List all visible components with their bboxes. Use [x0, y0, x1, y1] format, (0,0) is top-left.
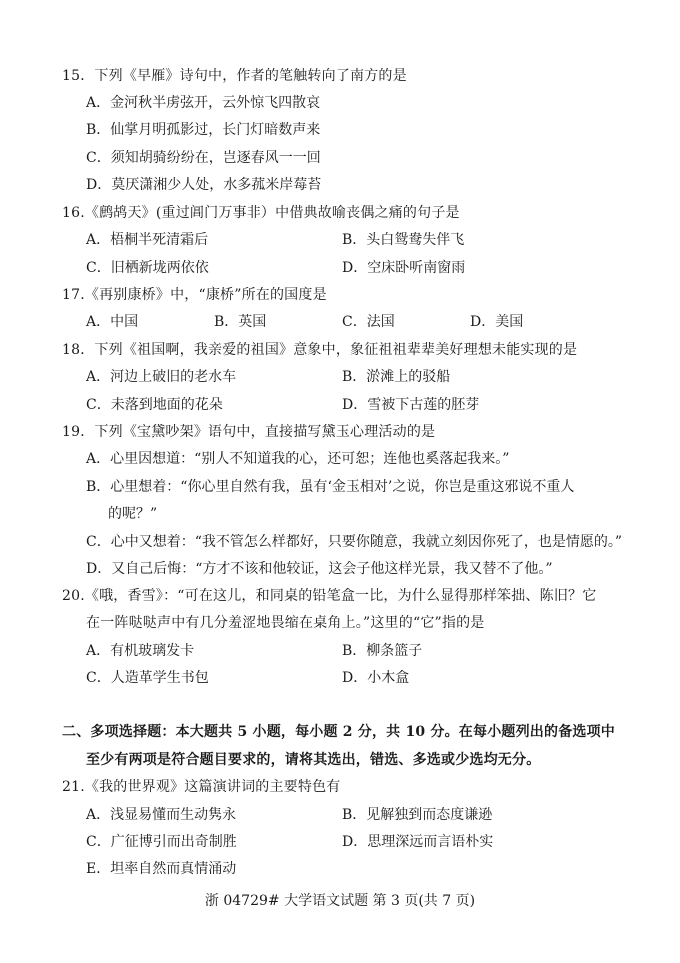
- q15-option-d: D．莫厌潇湘少人处，水多菰米岸莓苔: [86, 177, 322, 193]
- q21-option-a: A．浅显易懂而生动隽永: [86, 807, 237, 823]
- section-heading-line1: 二、多项选择题：本大题共 5 小题，每小题 2 分，共 10 分。在每小题列出的备选项中: [62, 724, 616, 740]
- q17-option-a: A．中国: [86, 314, 139, 330]
- q17-stem: 17.《再别康桥》中，“康桥”所在的国度是: [62, 287, 327, 303]
- q21-option-e: E．坦率自然而真情涌动: [86, 861, 237, 877]
- q21-stem: 21.《我的世界观》这篇演讲词的主要特色有: [62, 779, 341, 795]
- q19-option-d: D．又自己后悔：“方才不该和他较证，这会子他这样光景，我又替不了他。”: [86, 561, 553, 577]
- q15-option-c: C．须知胡骑纷纷在，岂逐春风一一回: [86, 150, 321, 166]
- q18-option-b: B．淤滩上的驳船: [342, 369, 451, 385]
- q20-stem-line1: 20.《哦，香雪》：“可在这儿，和同桌的铅笔盒一比，为什么显得那样笨拙、陈旧？它: [62, 588, 597, 604]
- q16-option-b: B．头白鸳鸯失伴飞: [342, 232, 465, 248]
- q16-option-d: D．空床卧听南窗雨: [342, 260, 466, 276]
- q16-option-c: C．旧栖新垅两依依: [86, 260, 209, 276]
- q19-stem: 19．下列《宝黛吵架》语句中，直接描写黛玉心理活动的是: [62, 424, 436, 440]
- q20-option-a: A．有机玻璃发卡: [86, 643, 195, 659]
- q21-option-d: D．思理深远而言语朴实: [342, 834, 494, 850]
- q20-option-b: B．柳条篮子: [342, 643, 423, 659]
- q19-option-c: C．心中又想着：“我不管怎么样都好，只要你随意，我就立刻因你死了，也是情愿的。”: [86, 534, 623, 550]
- q16-stem: 16.《鹧鸪天》(重过阊门万事非）中借典故喻丧偶之痛的句子是: [62, 205, 460, 221]
- q20-option-c: C．人造革学生书包: [86, 670, 209, 686]
- q21-option-c: C．广征博引而出奇制胜: [86, 834, 237, 850]
- q19-option-a: A．心里因想道：“别人不知道我的心，还可恕；连他也奚落起我来。”: [86, 451, 510, 467]
- q21-option-b: B．见解独到而态度谦逊: [342, 807, 493, 823]
- q20-stem-line2: 在一阵哒哒声中有几分羞涩地畏缩在桌角上。”这里的“它”指的是: [86, 615, 485, 631]
- q18-option-c: C．未落到地面的花朵: [86, 397, 223, 413]
- q18-option-d: D．雪被下古莲的胚芽: [342, 397, 480, 413]
- q16-option-a: A．梧桐半死清霜后: [86, 232, 209, 248]
- q15-option-b: B．仙掌月明孤影过，长门灯暗数声来: [86, 122, 321, 138]
- page-footer: 浙 04729# 大学语文试题 第 3 页(共 7 页): [204, 893, 476, 909]
- q17-option-c: C．法国: [342, 314, 395, 330]
- q19-option-b-line2: 的呢？”: [108, 506, 158, 522]
- q15-option-a: A．金河秋半虏弦开，云外惊飞四散哀: [86, 95, 321, 111]
- q20-option-d: D．小木盒: [342, 670, 410, 686]
- q17-option-d: D．美国: [470, 314, 524, 330]
- q18-option-a: A．河边上破旧的老水车: [86, 369, 237, 385]
- q19-option-b-line1: B．心里想着：“你心里自然有我，虽有‘金玉相对’之说，你岂是重这邪说不重人: [86, 479, 575, 495]
- q17-option-b: B．英国: [214, 314, 267, 330]
- q15-stem: 15．下列《早雁》诗句中，作者的笔触转向了南方的是: [62, 68, 407, 84]
- q18-stem: 18．下列《祖国啊，我亲爱的祖国》意象中，象征祖祖辈辈美好理想未能实现的是: [62, 342, 578, 358]
- section-heading-line2: 至少有两项是符合题目要求的，请将其选出，错选、多选或少选均无分。: [86, 752, 541, 768]
